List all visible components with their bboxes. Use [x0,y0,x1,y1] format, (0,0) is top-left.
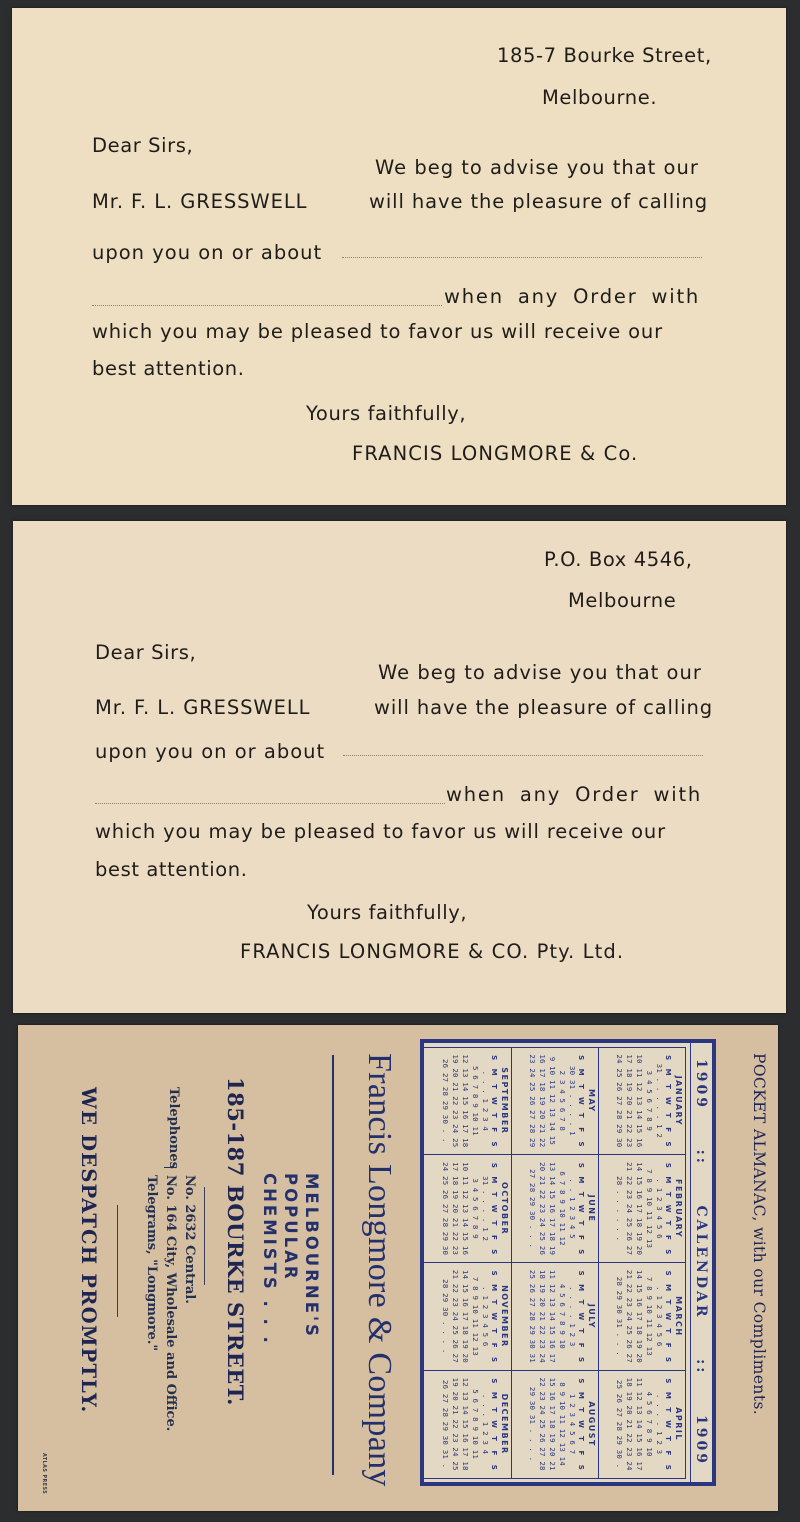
tagline-line-1: MELBOURNE'S [302,1173,321,1339]
week-row: 31 . . . . . 1 2 [655,1063,665,1139]
weekday-letter: F [664,1342,673,1348]
weekday-letter: S [489,1270,498,1276]
weekday-letter: W [489,1312,498,1321]
weekday-letter: T [577,1112,586,1118]
date-blank-line-2 [95,803,445,804]
weekday-letter: W [489,1097,498,1105]
week-row: . . . 1 2 3 4 [480,1393,490,1455]
weekday-letter: S [489,1141,498,1147]
telephones-label: Telephones [166,1087,181,1169]
weekday-letter: F [577,1342,586,1348]
week-row: 26 27 28 29 30 . . [440,1059,450,1143]
address-line-1: P.O. Box 4546, [544,548,693,571]
weekday-letter: T [664,1084,673,1089]
week-row: 1 2 3 4 5 6 7 [568,1393,578,1455]
calendar-month [424,1154,512,1263]
week-row: . . . . 1 2 3 [655,1393,665,1455]
weekday-row [490,1158,498,1259]
weekday-letter: T [489,1191,498,1197]
date-blank-line-2 [92,305,442,306]
letter-card-bourke-street [12,8,786,505]
week-row: 28 29 30 . . . . [440,1279,450,1354]
street-address: 185-187 BOURKE STREET. [223,1077,248,1406]
week-row: 28 . . . . . . [615,1176,625,1242]
week-row: 25 26 27 28 29 30 . [615,1379,625,1469]
weekday-letter: S [577,1162,586,1168]
weekday-letter: F [577,1450,586,1456]
weekday-letter: T [577,1407,586,1413]
week-row: 10 11 12 13 14 15 16 [635,1054,645,1148]
week-row: 3 4 5 6 7 8 9 [645,1070,655,1132]
week-row: 21 22 23 24 25 26 27 [450,1269,460,1363]
weekday-letter: S [489,1162,498,1168]
letter-card-po-box [13,521,786,1013]
despatch-slogan: WE DESPATCH PROMPTLY. [77,1087,100,1414]
address-line-2: Melbourne. [542,86,658,109]
weekday-letter: F [577,1235,586,1240]
calendar-month [511,1370,599,1479]
street-rule [204,1187,205,1285]
body-line-1: We beg to advise you that our [375,156,699,179]
salutation: Dear Sirs, [92,134,194,157]
week-row: 23 24 25 26 27 28 29 [528,1054,538,1148]
week-row: 24 25 26 27 28 29 30 [440,1162,450,1256]
weekday-letter: M [489,1284,498,1292]
closing: Yours faithfully, [307,901,468,924]
week-row: 11 12 13 14 15 16 17 [635,1377,645,1471]
telegrams: Telegrams, "Longmore." [144,1175,159,1352]
company-name: Francis Longmore & Company [361,1053,398,1487]
week-row: 30 31 . . . . 1 [568,1066,578,1136]
week-row: . 1 2 3 4 5 6 [655,1286,665,1347]
week-row: 7 8 9 10 11 12 13 [470,1276,480,1356]
telephone-2: No. 164 City, Wholesale and Office. [163,1175,178,1432]
weekday-letter: M [577,1391,586,1399]
weekday-letter: S [489,1464,498,1470]
weekday-letter: T [577,1328,586,1334]
weekday-letter: S [577,1141,586,1147]
weekday-letter: T [489,1407,498,1413]
week-row: . 1 2 3 4 5 6 [480,1286,490,1347]
week-row: 20 21 22 23 24 25 26 [538,1162,548,1256]
calendar-month [598,1370,686,1479]
calendar-year-left: 1909 [693,1059,710,1110]
weekday-letter: T [489,1220,498,1226]
week-row: 6 7 8 9 10 11 12 [558,1171,568,1246]
calendar-month [511,1047,599,1156]
closing: Yours faithfully, [306,402,467,425]
weekday-letter: S [664,1378,673,1384]
weekday-row [665,1051,673,1152]
weekday-letter: T [664,1112,673,1118]
tagline-line-2: POPULAR [281,1173,300,1282]
month-name: AUGUST [587,1401,597,1447]
weekday-letter: T [489,1299,498,1305]
weekday-letter: S [664,1357,673,1363]
calendar-month-grid [424,1047,686,1478]
week-row: 29 30 31 . . . . [528,1386,538,1462]
calendar-month [598,1047,686,1156]
weekday-letter: W [664,1420,673,1428]
week-row: 4 5 6 7 8 9 10 [558,1283,568,1349]
weekday-letter: W [577,1420,586,1428]
body-line-3: upon you on or about [95,740,326,763]
weekday-letter: T [489,1328,498,1334]
weekday-letter: T [664,1436,673,1441]
weekday-letter: W [664,1097,673,1105]
weekday-letter: M [577,1176,586,1184]
weekday-letter: F [489,1450,498,1456]
week-row: 5 6 7 8 9 10 11 [470,1066,480,1136]
weekday-row [490,1266,498,1367]
calendar-month [511,1262,599,1371]
week-row: 13 14 15 16 17 18 19 [548,1162,558,1256]
weekday-letter: S [577,1249,586,1255]
weekday-letter: M [664,1284,673,1292]
week-row: 19 20 21 22 23 24 25 [450,1377,460,1471]
weekday-letter: S [577,1055,586,1061]
weekday-letter: M [489,1068,498,1076]
printer-mark: ATLAS PRESS [41,1453,46,1495]
date-blank-line [343,755,703,756]
week-row: 24 25 26 27 28 29 30 [615,1054,625,1148]
month-name: JULY [587,1303,597,1329]
week-row: 27 28 29 30 . . . [528,1169,538,1249]
weekday-letter: W [577,1204,586,1213]
week-row: 31 . . . . 1 2 [480,1176,490,1242]
telephone-1: No. 2632 Central. [182,1175,197,1304]
month-name: MAY [587,1089,597,1113]
body-line-5: which you may be pleased to favor us will receive our [95,820,666,843]
signature: FRANCIS LONGMORE & CO. Pty. Ltd. [240,940,625,963]
week-row: 2 3 4 5 6 7 8 [558,1070,568,1132]
calendar-sep-left: :: [693,1149,710,1166]
calendar-header [690,1043,712,1482]
weekday-letter: S [489,1357,498,1363]
weekday-letter: S [577,1357,586,1363]
weekday-letter: T [664,1407,673,1413]
week-row: . 1 2 3 4 5 6 [655,1178,665,1239]
company-rule [332,1055,334,1475]
body-line-4: when any Order with [444,285,701,308]
week-row: 10 11 12 13 14 15 16 [460,1162,470,1256]
week-row: 14 15 16 17 18 19 20 [635,1269,645,1363]
calendar-month [424,1262,512,1371]
weekday-letter: F [664,1235,673,1240]
week-row: 26 27 28 29 30 31 . [440,1379,450,1469]
weekday-letter: T [664,1220,673,1226]
weekday-letter: F [489,1235,498,1240]
body-line-4: when any Order with [446,783,703,806]
week-row: 7 8 9 10 11 12 13 [645,1169,655,1249]
representative-name: Mr. F. L. GRESSWELL [92,190,308,213]
week-row: . . . . 1 2 3 [568,1286,578,1347]
weekday-letter: M [489,1176,498,1184]
calendar-1909 [420,1039,716,1486]
month-name: DECEMBER [499,1393,509,1455]
week-row: 17 18 19 20 21 22 23 [450,1162,460,1256]
week-row: 14 15 16 17 18 19 20 [635,1162,645,1256]
address-line-2: Melbourne [568,589,677,612]
calendar-year-right: 1909 [693,1415,710,1466]
weekday-letter: T [664,1328,673,1334]
weekday-row [577,1266,585,1367]
weekday-letter: M [664,1176,673,1184]
weekday-letter: M [577,1068,586,1076]
weekday-letter: T [489,1436,498,1441]
week-row: 28 29 30 31 . . . [615,1276,625,1356]
week-row: 22 23 24 25 26 27 28 [538,1377,548,1471]
week-row: 11 12 13 14 15 16 17 [548,1269,558,1363]
weekday-letter: S [664,1141,673,1147]
week-row: . . . 1 2 3 4 [480,1070,490,1132]
month-name: MARCH [674,1296,684,1337]
weekday-row [490,1374,498,1475]
calendar-month [424,1047,512,1156]
date-blank-line [342,257,702,258]
month-name: OCTOBER [499,1182,509,1236]
week-row: 25 26 27 28 29 30 31 [528,1269,538,1363]
week-row: 12 13 14 15 16 17 18 [460,1377,470,1471]
weekday-letter: M [664,1068,673,1076]
week-row: 5 6 7 8 9 10 11 [470,1389,480,1459]
tagline-line-3: CHEMISTS . . . [260,1173,279,1346]
body-line-5: which you may be pleased to favor us will receive our [92,320,663,343]
weekday-letter: F [489,1127,498,1133]
week-row: 4 5 6 7 8 9 10 [645,1391,655,1457]
weekday-letter: T [664,1191,673,1197]
body-line-1: We beg to advise you that our [378,661,702,684]
month-name: NOVEMBER [499,1285,509,1348]
weekday-letter: T [577,1299,586,1305]
weekday-letter: T [577,1084,586,1089]
weekday-letter: T [489,1112,498,1118]
calendar-month [598,1154,686,1263]
weekday-letter: S [664,1270,673,1276]
month-name: JUNE [587,1194,597,1223]
weekday-letter: S [577,1464,586,1470]
weekday-letter: W [577,1312,586,1321]
week-row: 7 8 9 10 11 12 13 [645,1276,655,1356]
calendar-month [511,1154,599,1263]
weekday-letter: T [577,1436,586,1441]
weekday-row [665,1158,673,1259]
weekday-row [577,1051,585,1152]
representative-name: Mr. F. L. GRESSWELL [95,696,311,719]
week-row: 18 19 20 21 22 23 24 [625,1377,635,1471]
weekday-letter: F [577,1127,586,1133]
almanac-title: POCKET ALMANAC, with our Compliments. [750,1053,768,1416]
weekday-letter: S [664,1055,673,1061]
weekday-row [577,1374,585,1475]
weekday-row [577,1158,585,1259]
week-row: 21 22 23 24 25 26 27 [625,1162,635,1256]
weekday-letter: W [489,1204,498,1213]
weekday-letter: W [577,1097,586,1105]
calendar-title: CALENDAR [693,1205,710,1320]
week-row: 8 9 10 11 12 13 14 [558,1382,568,1466]
month-name: SEPTEMBER [499,1067,509,1135]
weekday-letter: S [489,1378,498,1384]
brace [164,1167,176,1171]
week-row: 19 20 21 22 23 24 25 [450,1054,460,1148]
week-row: 14 15 16 17 18 19 20 [460,1269,470,1363]
calendar-month [598,1262,686,1371]
month-name: FEBRUARY [674,1179,684,1239]
weekday-letter: F [664,1127,673,1133]
week-row: 15 16 17 18 19 20 21 [548,1377,558,1471]
calendar-sep-right: :: [693,1359,710,1376]
weekday-row [665,1374,673,1475]
weekday-letter: S [664,1249,673,1255]
body-line-6: best attention. [95,858,248,881]
weekday-letter: F [664,1450,673,1456]
weekday-letter: S [489,1249,498,1255]
body-line-3: upon you on or about [92,241,323,264]
weekday-letter: W [664,1312,673,1321]
weekday-row [665,1266,673,1367]
week-row: 12 13 14 15 16 17 18 [460,1054,470,1148]
weekday-letter: S [664,1162,673,1168]
month-name: JANUARY [674,1075,684,1127]
week-row: 9 10 11 12 13 14 15 [548,1056,558,1146]
week-row: 3 4 5 6 7 8 9 [470,1178,480,1239]
weekday-letter: M [577,1284,586,1292]
month-name: APRIL [674,1407,684,1442]
weekday-letter: M [489,1391,498,1399]
body-line-2: will have the pleasure of calling [369,190,709,213]
salutation: Dear Sirs, [95,641,197,664]
weekday-letter: S [489,1055,498,1061]
week-row: 16 17 18 19 20 21 22 [538,1054,548,1148]
week-row: 21 22 23 24 25 26 27 [625,1269,635,1363]
weekday-row [490,1051,498,1152]
weekday-letter: M [664,1391,673,1399]
body-line-2: will have the pleasure of calling [374,696,714,719]
weekday-letter: W [489,1420,498,1428]
weekday-letter: F [489,1342,498,1348]
calendar-month [424,1370,512,1479]
pocket-almanac-card [18,1025,778,1511]
body-line-6: best attention. [92,357,245,380]
week-row: 18 19 20 21 22 23 24 [538,1269,548,1363]
address-line-1: 185-7 Bourke Street, [497,44,712,67]
week-row: 17 18 19 20 21 22 23 [625,1054,635,1148]
telegram-rule [117,1205,118,1317]
weekday-letter: S [664,1464,673,1470]
weekday-letter: T [577,1220,586,1226]
weekday-letter: S [577,1270,586,1276]
weekday-letter: S [577,1378,586,1384]
signature: FRANCIS LONGMORE & Co. [352,442,639,465]
weekday-letter: T [489,1084,498,1089]
weekday-letter: T [664,1299,673,1305]
weekday-letter: W [664,1204,673,1213]
week-row: . . 1 2 3 4 5 [568,1178,578,1239]
weekday-letter: T [577,1191,586,1197]
